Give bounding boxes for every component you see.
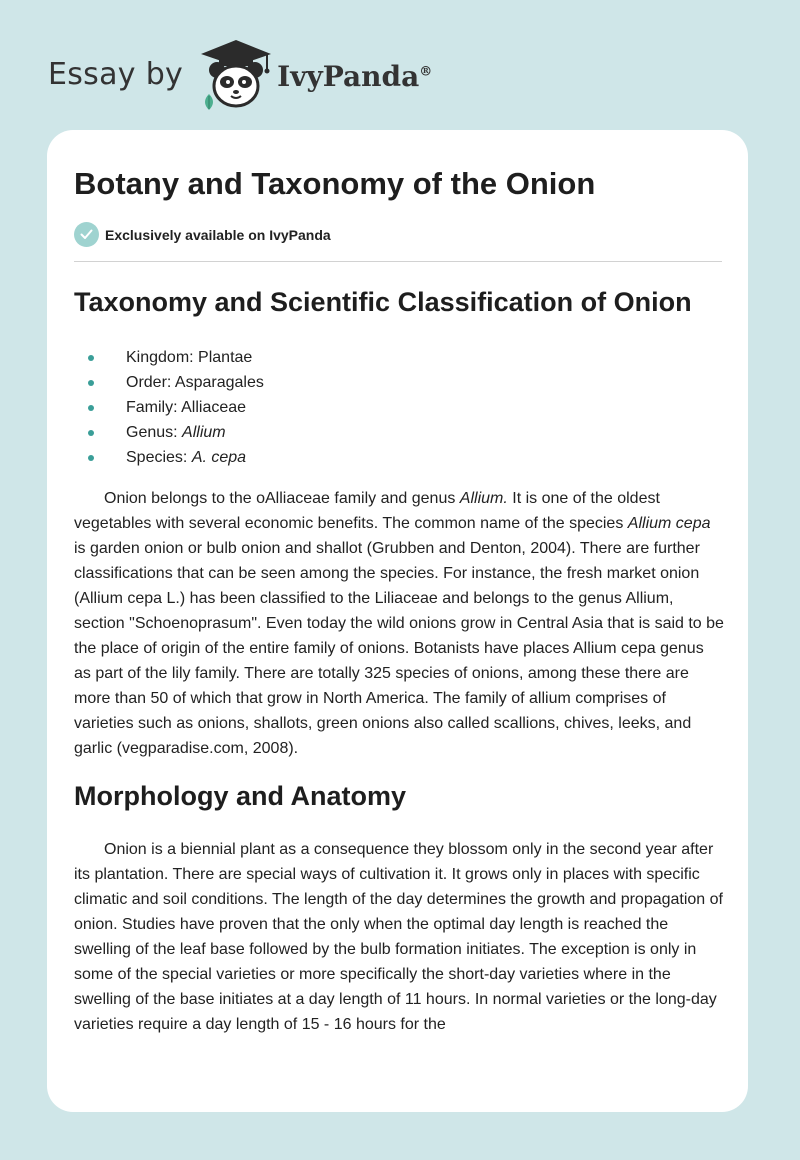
list-item: Kingdom: Plantae	[74, 345, 724, 370]
brand-prefix: Essay by	[48, 56, 184, 92]
section-heading-taxonomy: Taxonomy and Scientific Classification of Onion	[74, 287, 692, 317]
section-heading-morphology: Morphology and Anatomy	[74, 781, 406, 811]
list-item: Species: A. cepa	[74, 445, 724, 470]
list-item: Order: Asparagales	[74, 370, 724, 395]
classification-list	[74, 345, 724, 470]
article-body	[74, 282, 724, 1037]
panda-graduate-logo-icon[interactable]	[197, 36, 275, 112]
paragraph-morphology: Onion is a biennial plant as a consequence they blossom only in the second year after its plantation. There are special ways of cultivation it. It grows only in places with specific climatic and soil conditions. The length of the day determines the growth and propagation of onion. Studies have proven that the only when the optimal day length is reached the swelling of the leaf base followed by the bulb formation initiates. The exception is only in some of the special varieties or more specifically the short-day varieties where in the swelling of the base initiates at a day length of 11 hours. In normal varieties or the long-day varieties require a day length of 15 - 16 hours for the	[74, 841, 723, 1033]
exclusive-label: Exclusively available on IvyPanda	[105, 226, 331, 243]
brand-header	[48, 36, 432, 112]
brand-name[interactable]: IvyPanda®	[277, 59, 433, 93]
divider	[74, 261, 722, 262]
list-item: Genus: Allium	[74, 420, 724, 445]
paragraph-taxonomy: Onion belongs to the oAlliaceae family and genus Allium. It is one of the oldest vegetables with several economic benefits. The common name of the species Allium cepa is garden onion or bulb onion and shallot (Grubben and Denton, 2004). There are further classifications that can be seen among the species. For instance, the fresh market onion (Allium cepa L.) has been classified to the Liliaceae and belongs to the genus Allium, section "Schoenoprasum". Even today the wild onions grow in Central Asia that is said to be the place of origin of the entire family of onions. Botanists have places Allium cepa genus as part of the lily family. There are totally 325 species of onions, among these there are more than 50 of which that grow in North America. The family of allium comprises of varieties such as onions, shallots, green onions also called scallions, chives, leeks, and garlic (vegparadise.com, 2008).	[74, 490, 724, 757]
exclusive-badge	[74, 222, 331, 247]
list-item: Family: Alliaceae	[74, 395, 724, 420]
check-icon	[74, 222, 99, 247]
article-card	[47, 130, 748, 1112]
page-title: Botany and Taxonomy of the Onion	[74, 166, 596, 201]
